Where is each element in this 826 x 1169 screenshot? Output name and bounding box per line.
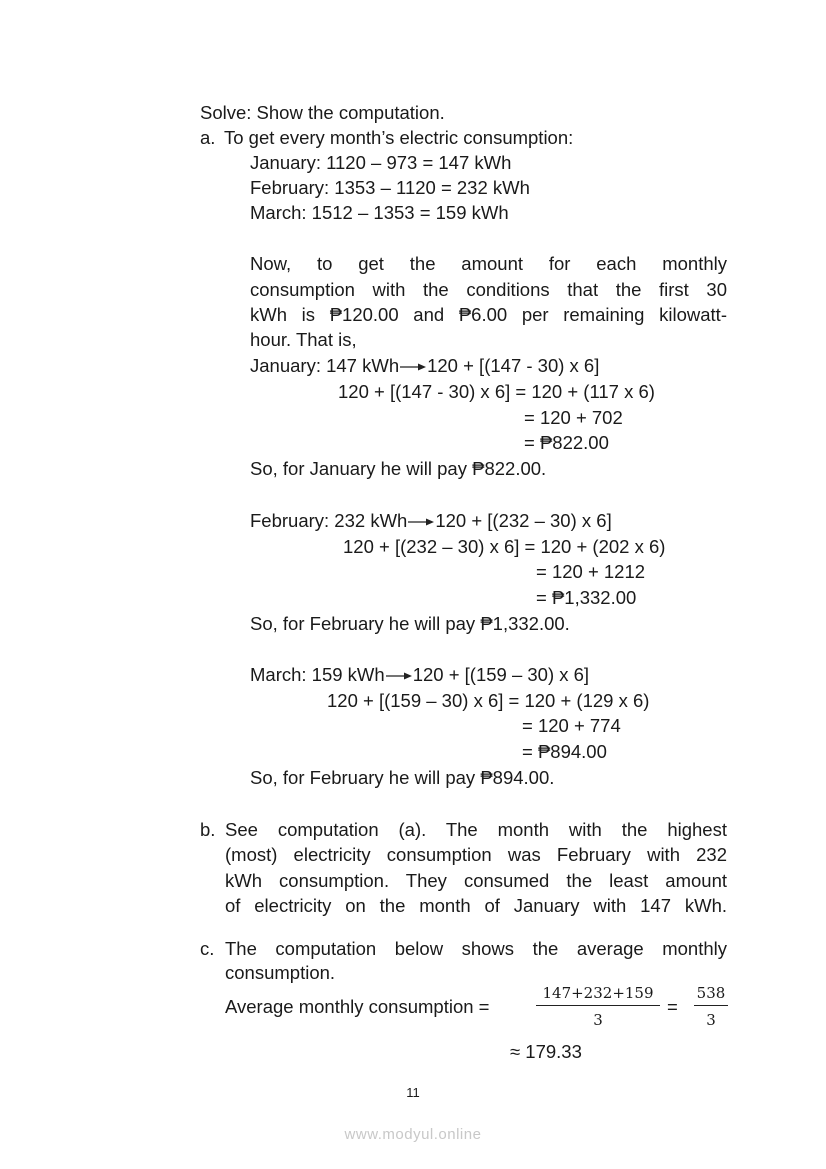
item-b-line: See computation (a). The month with the highest — [225, 819, 727, 840]
fraction-numerator: 538 — [694, 984, 728, 1006]
consumption-january: January: 1120 – 973 = 147 kWh — [250, 152, 512, 173]
equals-sign: = — [667, 996, 678, 1017]
february-step2: = 120 + 1212 — [536, 561, 646, 582]
item-c-label: c. — [200, 938, 215, 959]
month-rhs: 120 + [(232 – 30) x 6] — [435, 510, 612, 531]
item-a-heading: To get every month’s electric consumption: — [224, 127, 574, 148]
page-number: 11 — [406, 1085, 420, 1100]
item-b-label: b. — [200, 819, 216, 840]
para-line: Now, to get the amount for each monthly — [250, 253, 727, 274]
march-computation — [250, 663, 589, 687]
watermark: www.modyul.online — [344, 1126, 482, 1143]
arrow-right-icon — [386, 671, 412, 681]
arrow-right-icon — [400, 362, 426, 372]
month-rhs: 120 + [(159 – 30) x 6] — [412, 664, 590, 685]
item-b-line: (most) electricity consumption was February with 232 — [225, 844, 727, 865]
intro-text: Solve: Show the computation. — [200, 102, 445, 123]
february-step1: 120 + [(232 – 30) x 6] = 120 + (202 x 6) — [343, 536, 666, 557]
consumption-march: March: 1512 – 1353 = 159 kWh — [250, 202, 509, 223]
january-step2: = 120 + 702 — [524, 407, 623, 428]
sum-fraction — [536, 984, 660, 1029]
march-step3: = ₱894.00 — [522, 741, 607, 762]
arrow-right-icon — [408, 517, 434, 527]
march-conclusion: So, for February he will pay ₱894.00. — [250, 767, 555, 788]
fraction-denominator: 3 — [593, 1011, 603, 1029]
fraction-denominator: 3 — [706, 1011, 716, 1029]
item-b-line: kWh consumption. They consumed the least amount — [225, 870, 727, 891]
january-step3: = ₱822.00 — [524, 432, 609, 453]
item-c-line: The computation below shows the average monthly — [225, 938, 727, 959]
february-computation — [250, 509, 612, 533]
para-line: hour. That is, — [250, 329, 357, 350]
average-result: ≈ 179.33 — [510, 1041, 582, 1062]
january-conclusion: So, for January he will pay ₱822.00. — [250, 458, 547, 479]
item-c-line: consumption. — [225, 962, 336, 983]
february-step3: = ₱1,332.00 — [536, 587, 637, 608]
item-a-label: a. — [200, 127, 216, 148]
february-conclusion: So, for February he will pay ₱1,332.00. — [250, 613, 570, 634]
month-rhs: 120 + [(147 - 30) x 6] — [427, 355, 600, 376]
para-line: kWh is ₱120.00 and ₱6.00 per remaining kilowatt- — [250, 304, 727, 325]
average-label: Average monthly consumption = — [225, 996, 490, 1017]
month-label: March: 159 kWh — [250, 664, 385, 685]
january-computation — [250, 354, 599, 378]
month-label: February: 232 kWh — [250, 510, 408, 531]
consumption-february: February: 1353 – 1120 = 232 kWh — [250, 177, 530, 198]
item-b-line: of electricity on the month of January with 147 kWh. — [225, 895, 727, 916]
march-step2: = 120 + 774 — [522, 715, 621, 736]
month-label: January: 147 kWh — [250, 355, 400, 376]
para-line: consumption with the conditions that the first 30 — [250, 279, 727, 300]
january-step1: 120 + [(147 - 30) x 6] = 120 + (117 x 6) — [338, 381, 655, 402]
total-fraction — [694, 984, 728, 1029]
fraction-numerator: 147+232+159 — [536, 984, 660, 1006]
march-step1: 120 + [(159 – 30) x 6] = 120 + (129 x 6) — [327, 690, 650, 711]
